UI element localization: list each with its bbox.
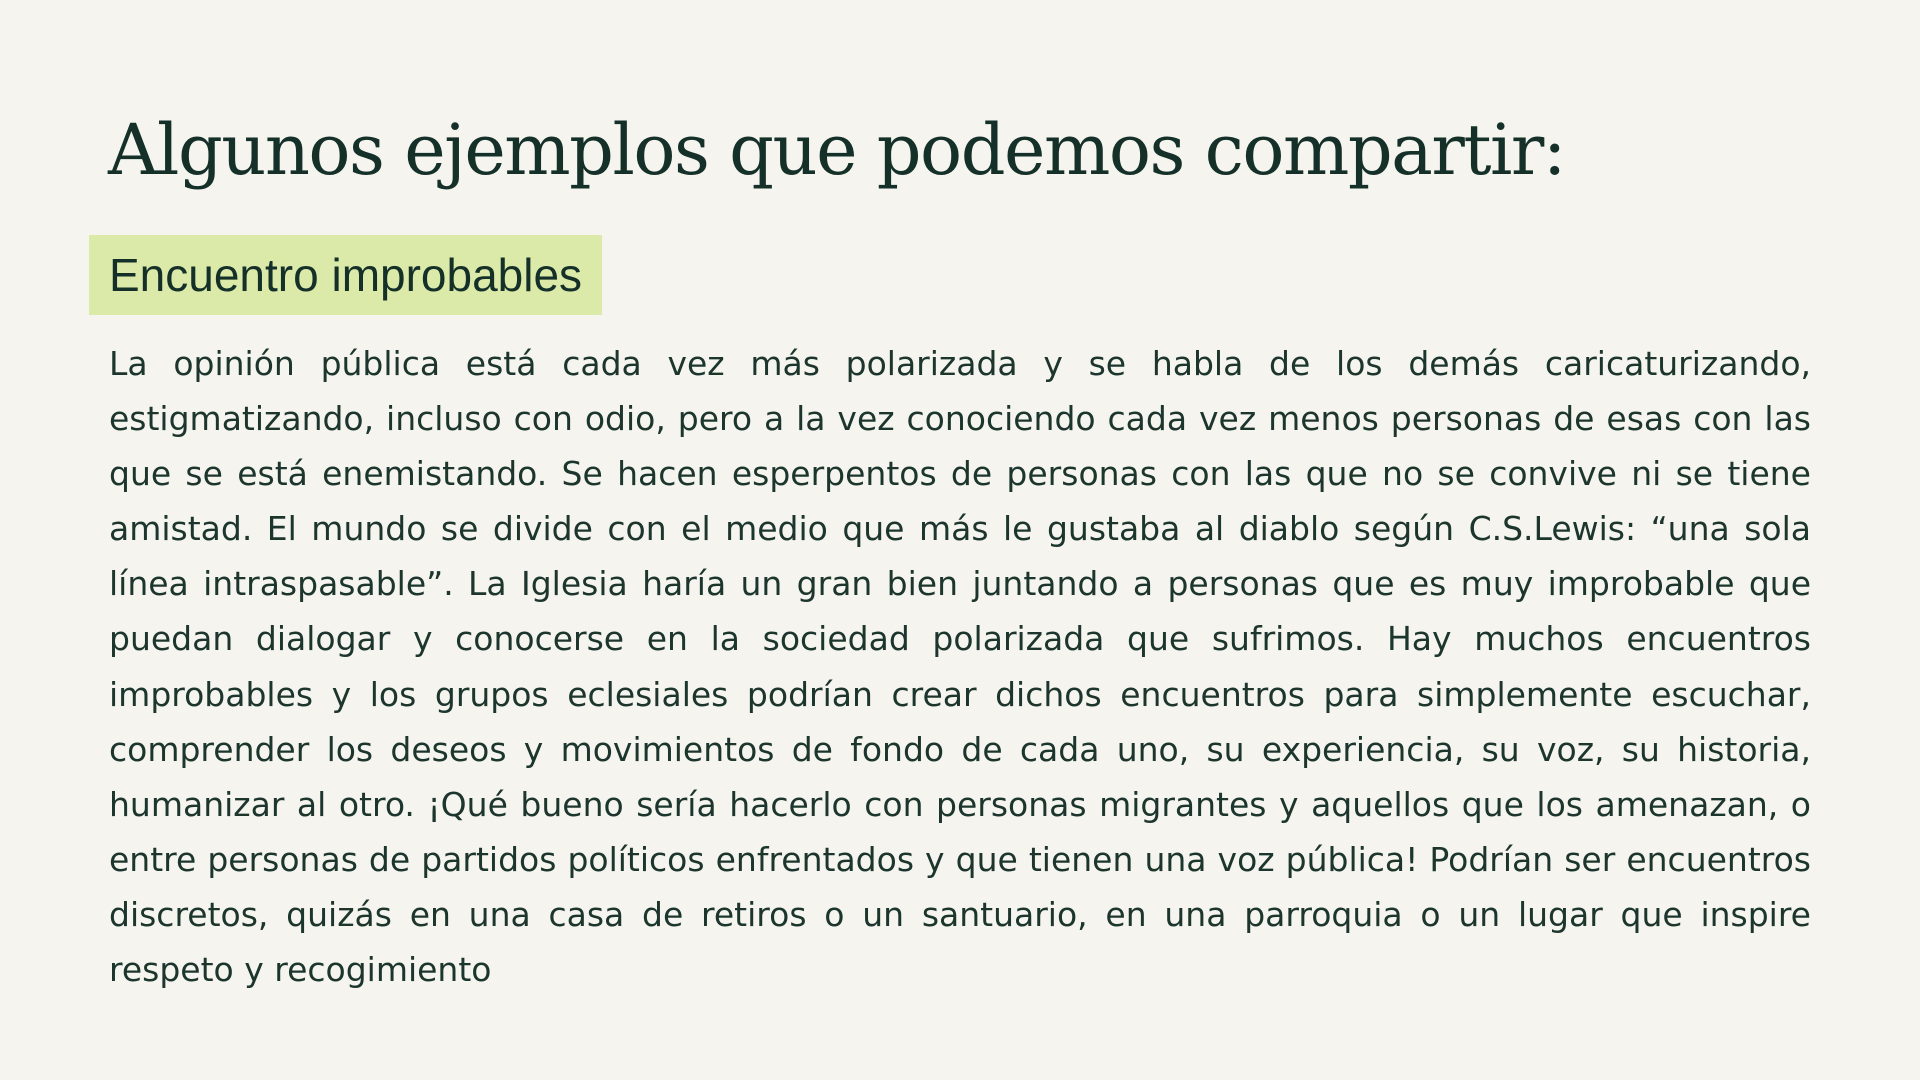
- slide-title: Algunos ejemplos que podemos compartir:: [108, 109, 1565, 191]
- body-paragraph: La opinión pública está cada vez más polarizada y se habla de los demás caricaturizando, estigmatizando, incluso con odio, pero a la vez conociendo cada vez menos personas de esas con las que se está enemistando. Se hacen esperpentos de personas con las que no se convive ni se tiene amistad. El mundo se divide con el medio que más le gustaba al diablo según C.S.Lewis: “una sola línea intraspasable”. La Iglesia haría un gran bien juntando a personas que es muy improbable que puedan dialogar y conocerse en la sociedad polarizada que sufrimos. Hay muchos encuentros improbables y los grupos eclesiales podrían crear dichos encuentros para simplemente escuchar, comprender los deseos y movimientos de fondo de cada uno, su experiencia, su voz, su historia, humanizar al otro. ¡Qué bueno sería hacerlo con personas migrantes y aquellos que los amenazan, o entre personas de partidos políticos enfrentados y que tienen una voz pública! Podrían ser encuentros discretos, quizás en una casa de retiros o un santuario, en una parroquia o un lugar que inspire respeto y recogimiento: [109, 344, 1811, 990]
- section-highlight: [89, 235, 602, 315]
- section-heading: Encuentro improbables: [109, 249, 583, 301]
